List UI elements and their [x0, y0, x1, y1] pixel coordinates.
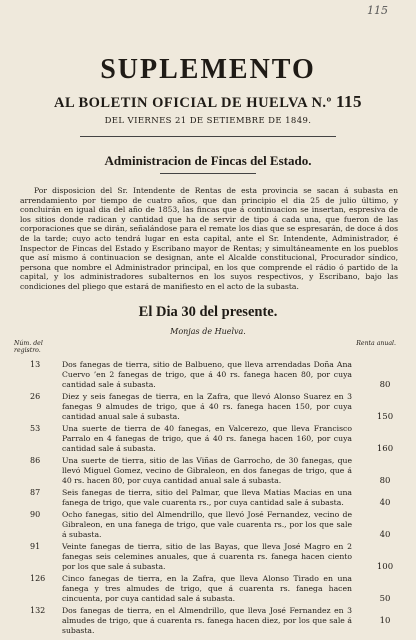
entry-value: 160: [376, 444, 394, 454]
entry-number: 87: [30, 488, 41, 497]
entry-text: Dos fanegas de tierra, en el Almendrillo, que lleva José Fernandez en 3 almudes de trigo, que á cuarenta rs. fanega hacen diez, por los que sale á subasta.: [62, 606, 352, 635]
boletin-number: 115: [335, 92, 363, 111]
entry-text: Seis fanegas de tierra, sitio del Palmar, que lleva Matias Macias en una fanega de trigo, que vale cuarenta rs., por cuya cantidad sale á subasta.: [62, 488, 352, 507]
entry-number: 132: [30, 606, 46, 615]
intro-paragraph: Por disposicion del Sr. Intendente de Rentas de esta provincia se sacan á subasta en arrendamiento por tiempo de cuatro años, que dan principio el dia 25 de julio último, y concluirán en igual dia del año de 1853, las fincas que á continuacion se insertan, espresiva de los sitios donde radican y cantidad que ha de servir de tipo á cada una, que fueron de las corporaciones que se dirán, señalándose para el remate los dias que se espresarán, de doce á dos de la tarde; cuyo acto tendrá lugar en esta capital, ante el Sr. Intendente, Administrador, é Inspector de Fincas del Estado y Escribano mayor de Rentas; y simultáneamente en los pueblos que así mismo á continuacion se designan, ante el Alcalde constitucional, Procurador síndico, persona que nombre el Administrador principal, en los que comprende el rádio ó partido de la capital, y los administradores subalternos en los suyos respectivos, y Escribano, bajo las condiciones del pliego que estará de manifiesto en el acto de la subasta.: [20, 186, 398, 291]
issue-date: DEL VIERNES 21 DE SETIEMBRE DE 1849.: [104, 116, 312, 126]
entry-number: 13: [30, 360, 41, 369]
entry-text: Dos fanegas de tierra, sitio de Balbueno, que lleva arrendadas Doña Ana Cuervo ’en 2 fanegas de trigo, que á 40 rs. fanega hacen 80, por cuya cantidad sale á subasta.: [62, 360, 352, 389]
entry-value: 80: [379, 476, 391, 486]
entry-value: 100: [376, 562, 394, 572]
entry-text: Veinte fanegas de tierra, sitio de las Bayas, que lleva José Magro en 2 fanegas seis celemines anuales, que á cuarenta rs. fanega hacen ciento por los que sale á subasta.: [62, 542, 352, 571]
entry-number: 126: [30, 574, 46, 583]
entry-value: 40: [379, 498, 391, 508]
divider-rule-short: [160, 173, 256, 174]
entry-text: Una suerte de tierra, sitio de las Viñas de Garrocho, de 30 fanegas, que llevó Miguel Gomez, vecino de Gibraleon, en dos fanegas de trigo, que á 40 rs. hacen 80, por cuya cantidad anual sale á subasta.: [62, 456, 352, 485]
suplemento-title: SUPLEMENTO: [100, 54, 316, 85]
divider-rule: [80, 136, 336, 137]
entry-value: 50: [379, 594, 391, 604]
entry-number: 86: [30, 456, 41, 465]
section-title: Administracion de Fincas del Estado.: [104, 153, 312, 168]
entry-value: 10: [379, 616, 391, 626]
boletin-text: AL BOLETIN OFICIAL DE HUELVA N.º: [53, 95, 332, 111]
entry-value: 150: [376, 412, 394, 422]
day-heading: El Dia 30 del presente.: [138, 304, 278, 320]
entry-text: Una suerte de tierra de 40 fanegas, en Valcerezo, que lleva Francisco Parralo en 4 fanegas de trigo, que á 40 rs. fanega hacen 160, por cuya cantidad sale á subasta.: [62, 424, 352, 453]
entry-value: 80: [379, 380, 391, 390]
entry-text: Diez y seis fanegas de tierra, en la Zafra, que llevó Alonso Suarez en 3 fanegas 9 almudes de trigo, que á 40 rs. fanega hacen 150, por cuya cantidad anual sale á subasta.: [62, 392, 352, 421]
boletin-subtitle: [0, 92, 416, 112]
entry-number: 53: [30, 424, 41, 433]
entry-value: 40: [379, 530, 391, 540]
column-header-registro: Núm. del registro.: [14, 340, 43, 354]
entry-number: 91: [30, 542, 41, 551]
entry-text: Cinco fanegas de tierra, en la Zafra, que lleva Alonso Tirado en una fanega y tres almudes de trigo, que á cuarenta rs. fanega hacen cincuenta, por cuya cantidad sale á subasta.: [62, 574, 352, 603]
column-header-renta: Renta anual.: [356, 340, 396, 347]
folio-number: 115: [367, 4, 388, 17]
entry-number: 26: [30, 392, 41, 401]
entry-text: Ocho fanegas, sitio del Almendrillo, que llevó José Fernandez, vecino de Gibraleon, en una fanega de trigo, que vale cuarenta rs., por los que sale á subasta.: [62, 510, 352, 539]
corporation-name: Monjas de Huelva.: [170, 327, 246, 336]
entry-number: 90: [30, 510, 41, 519]
